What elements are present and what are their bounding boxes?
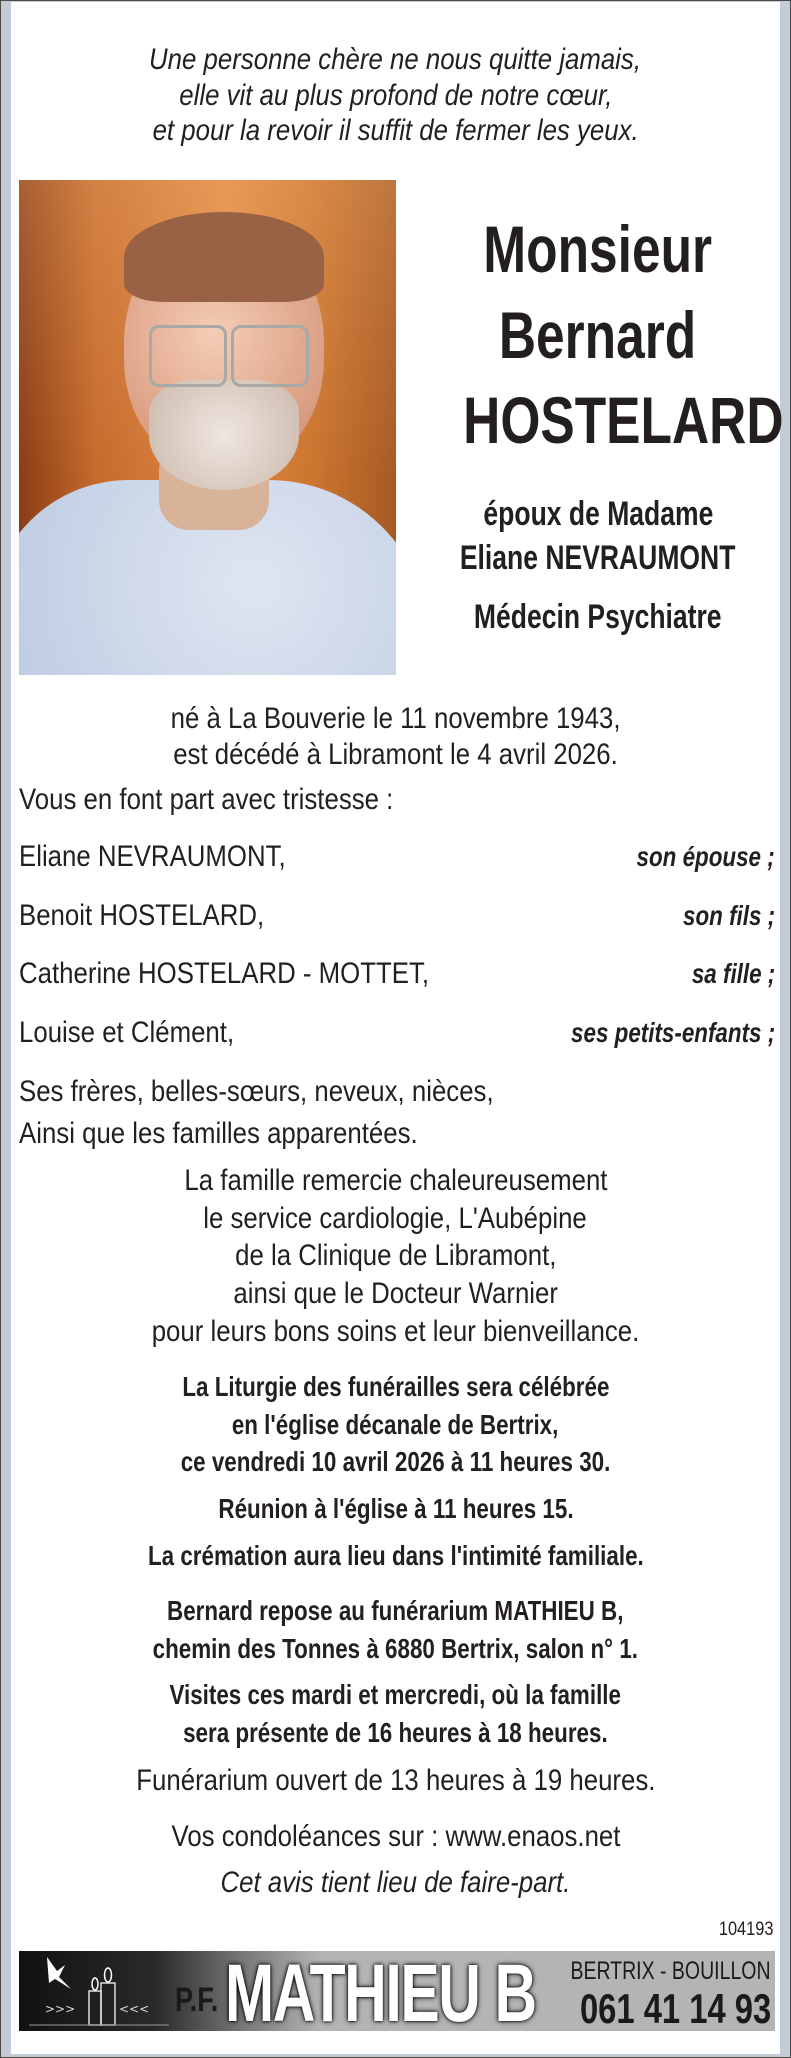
quote-text: Une personne chère ne nous quitte jamais, [149,43,642,76]
title-text: Monsieur [483,212,713,286]
last-name-text: HOSTELARD [463,383,784,457]
first-name-text: Bernard [499,298,697,372]
family-relation: ses petits-enfants ; [570,1017,775,1048]
profession-text: Médecin Psychiatre [474,598,722,636]
ceremony-text: en l'église décanale de Bertrix, [232,1409,559,1440]
thanks-line [11,1202,780,1236]
birth-text: né à La Bouverie le 11 novembre 1943, [170,702,621,735]
thanks-line [11,1277,780,1311]
spouse-text: époux de Madame [483,495,713,533]
meeting-line [11,1493,780,1525]
family-row [19,898,775,934]
family-relation: son épouse ; [636,841,775,872]
opening-hours [11,1764,780,1798]
family-name: Benoit HOSTELARD, [19,899,265,932]
thanks-line [11,1315,780,1349]
deceased-last-name [418,383,784,457]
spouse-name-text: Eliane NEVRAUMONT [460,539,736,577]
thanks-line [11,1164,780,1198]
visits-text: sera présente de 16 heures à 18 heures. [183,1717,608,1748]
thanks-text: le service cardiologie, L'Aubépine [203,1202,588,1235]
relatives-line: Ainsi que les familles apparentées. [19,1117,418,1150]
banner-prefix: P.F. [175,1981,219,2019]
family-name: Louise et Clément, [19,1016,235,1049]
quote-text: et pour la revoir il suffit de fermer les yeux. [152,114,639,147]
rest-line [11,1595,780,1627]
ceremony-text: La Liturgie des funérailles sera célébrée [181,1371,610,1402]
spouse-line [418,495,778,533]
family-name: Catherine HOSTELARD - MOTTET, [19,957,430,990]
family-row [19,839,775,875]
rest-line [11,1633,780,1665]
banner-company: MATHIEU B [225,1951,536,2031]
ceremony-line [11,1446,780,1478]
thanks-line [11,1239,780,1273]
ceremony-line [11,1409,780,1441]
deceased-title [418,214,778,284]
rest-text: chemin des Tonnes à 6880 Bertrix, salon n° 1. [152,1633,639,1664]
quote-line [11,114,780,148]
deceased-first-name [418,300,778,370]
family-row [19,956,775,992]
ceremony-text: ce vendredi 10 avril 2026 à 11 heures 30. [180,1446,611,1477]
svg-text:>>>: >>> [45,2002,76,2016]
meeting-text: Réunion à l'église à 11 heures 15. [217,1493,574,1524]
relatives-line: Ses frères, belles-sœurs, neveux, nièces, [19,1075,494,1108]
svg-text:<<<: <<< [119,2002,150,2016]
portrait-photo [19,180,396,675]
condolences-line [11,1820,780,1854]
rest-text: Bernard repose au funérarium MATHIEU B, [167,1595,624,1626]
ceremony-line [11,1371,780,1403]
quote-text: elle vit au plus profond de notre cœur, [178,79,613,112]
visits-text: Visites ces mardi et mercredi, où la famille [169,1679,622,1710]
spouse-name [418,539,778,577]
profession [418,598,778,636]
family-name: Eliane NEVRAUMONT, [19,840,286,873]
notice-line [11,1866,780,1900]
opening-text: Funérarium ouvert de 13 heures à 19 heures. [135,1764,656,1797]
funeral-home-banner [19,1951,775,2031]
visits-line [11,1679,780,1711]
announce-intro: Vous en font part avec tristesse : [19,783,394,816]
banner-cities: BERTRIX - BOUILLON [570,1957,771,1985]
visits-line [11,1717,780,1749]
cremation-line [11,1540,780,1572]
thanks-text: de la Clinique de Libramont, [234,1239,557,1272]
reference-number: 104193 [718,1919,773,1940]
death-text: est décédé à Libramont le 4 avril 2026. [173,738,618,771]
family-relation: son fils ; [682,900,775,931]
family-relation: sa fille ; [691,958,775,989]
notice-text: Cet avis tient lieu de faire-part. [220,1866,571,1899]
thanks-text: ainsi que le Docteur Warnier [233,1277,558,1310]
birth-line [11,702,780,736]
dove-candles-icon [19,1951,169,2031]
quote-line [11,43,780,77]
death-line [11,738,780,772]
family-row [19,1015,775,1051]
thanks-text: La famille remercie chaleureusement [183,1164,608,1197]
thanks-text: pour leurs bons soins et leur bienveillance. [151,1315,640,1348]
cremation-text: La crémation aura lieu dans l'intimité familiale. [147,1540,644,1571]
quote-line [11,79,780,113]
condolences-text: Vos condoléances sur : www.enaos.net [171,1820,620,1853]
banner-phone: 061 41 14 93 [579,1985,771,2031]
